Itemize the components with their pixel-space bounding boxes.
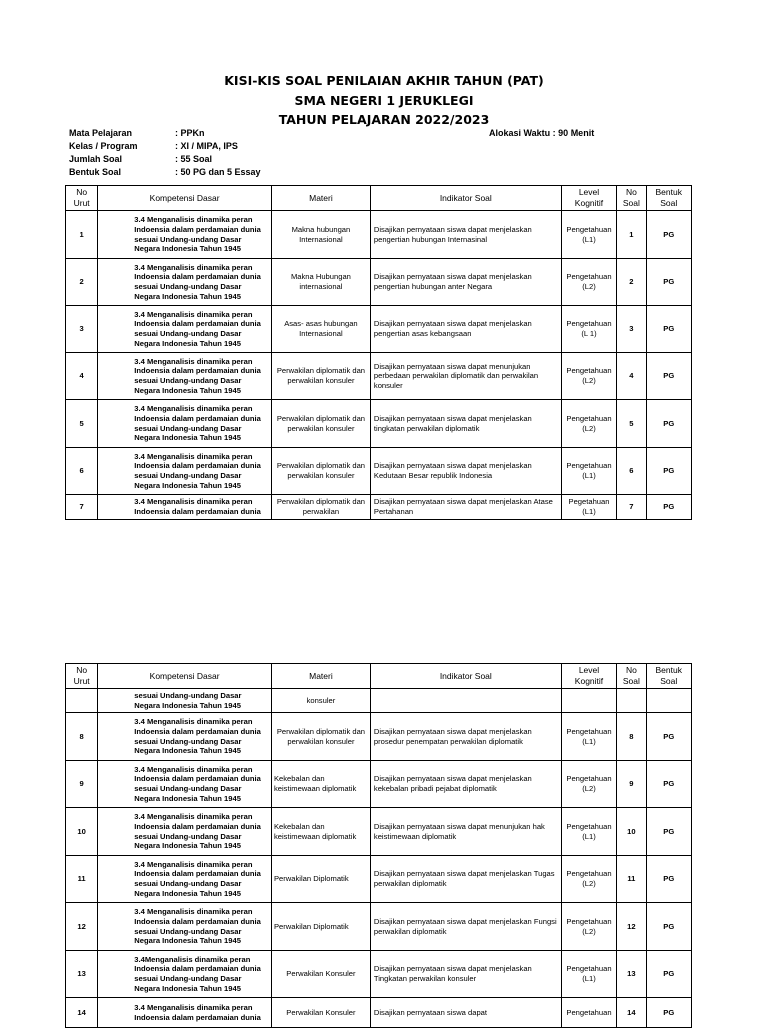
kisi-table-2 (65, 663, 692, 1028)
cell-materi: Perwakilan diplomatik dan perwakilan konsuler (271, 713, 370, 761)
cell-no-soal: 12 (617, 903, 646, 951)
cell-bentuk: PG (646, 951, 691, 998)
cell-indikator: Disajikan pernyataan siswa dapat menunjukan hak keistimewaan diplomatik (370, 808, 561, 856)
col-indikator-soal: Indikator Soal (370, 186, 561, 211)
cell-level: Pengetahuan (L1) (561, 713, 617, 761)
cell-materi: Makna hubungan Internasional (271, 211, 370, 259)
cell-bentuk: PG (646, 211, 691, 259)
col-no-soal: No Soal (617, 186, 646, 211)
cell-bentuk: PG (646, 306, 691, 353)
table-row (66, 951, 692, 998)
cell-no: 1 (66, 211, 98, 259)
cell-bentuk: PG (646, 713, 691, 761)
cell-indikator: Disajikan pernyataan siswa dapat menjelaskan Kedutaan Besar republik Indonesia (370, 448, 561, 495)
table-row (66, 495, 692, 520)
cell-materi: Perwakilan Konsuler (271, 951, 370, 998)
cell-materi: Perwakilan Diplomatik (271, 856, 370, 903)
table-row (66, 211, 692, 259)
table-row (66, 856, 692, 903)
table-row (66, 353, 692, 400)
document-header (0, 71, 768, 130)
cell-no-soal: 10 (617, 808, 646, 856)
cell-bentuk: PG (646, 903, 691, 951)
col-no-urut: No Urut (66, 664, 98, 689)
cell-indikator: Disajikan pernyataan siswa dapat menjelaskan pengertian hubungan Internasinal (370, 211, 561, 259)
kisi-table-1 (65, 185, 692, 520)
table-row (66, 998, 692, 1028)
col-materi: Materi (271, 186, 370, 211)
cell-no: 2 (66, 259, 98, 306)
cell-materi: Perwakilan diplomatik dan perwakilan konsuler (271, 448, 370, 495)
cell-no-soal (617, 689, 646, 713)
cell-level: Pengetahuan (L1) (561, 448, 617, 495)
cell-no-soal: 1 (617, 211, 646, 259)
kelas-value: : XI / MIPA, IPS (175, 141, 238, 151)
cell-materi: Kekebalan dan keistimewaan diplomatik (271, 761, 370, 808)
table-row (66, 903, 692, 951)
cell-kompetensi-dasar: 3.4 Menganalisis dinamika peran Indoensia dalam perdamaian dunia sesuai Undang-undang Dasar Negara Indonesia Tahun 1945 (98, 713, 272, 761)
bentuk-label: Bentuk Soal (69, 167, 122, 177)
cell-materi: Asas- asas hubungan Internasional (271, 306, 370, 353)
mapel-label: Mata Pelajaran (69, 128, 133, 138)
col-bentuk-soal: Bentuk Soal (646, 186, 691, 211)
cell-materi: Perwakilan diplomatik dan perwakilan konsuler (271, 353, 370, 400)
cell-no: 5 (66, 400, 98, 448)
cell-level: Pengetahuan (L1) (561, 211, 617, 259)
cell-no: 7 (66, 495, 98, 520)
cell-materi: konsuler (271, 689, 370, 713)
cell-kompetensi-dasar: 3.4 Menganalisis dinamika peran Indoensia dalam perdamaian dunia sesuai Undang-undang Dasar Negara Indonesia Tahun 1945 (98, 400, 272, 448)
cell-kompetensi-dasar: 3.4 Menganalisis dinamika peran Indoensia dalam perdamaian dunia sesuai Undang-undang Dasar Negara Indonesia Tahun 1945 (98, 448, 272, 495)
cell-no: 8 (66, 713, 98, 761)
jumlah-value: : 55 Soal (175, 154, 213, 164)
cell-materi: Kekebalan dan keistimewaan diplomatik (271, 808, 370, 856)
bentuk-value: : 50 PG dan 5 Essay (175, 167, 261, 177)
col-bentuk-soal: Bentuk Soal (646, 664, 691, 689)
table-1-body (66, 211, 692, 520)
cell-bentuk: PG (646, 448, 691, 495)
cell-no-soal: 7 (617, 495, 646, 520)
cell-level: Pengetahuan (L1) (561, 808, 617, 856)
col-no-soal: No Soal (617, 664, 646, 689)
cell-bentuk: PG (646, 761, 691, 808)
cell-kompetensi-dasar: 3.4 Menganalisis dinamika peran Indoensia dalam perdamaian dunia sesuai Undang-undang Dasar Negara Indonesia Tahun 1945 (98, 856, 272, 903)
cell-indikator: Disajikan pernyataan siswa dapat menunjukan perbedaan perwakilan diplomatik dan perwakilan konsuler (370, 353, 561, 400)
cell-indikator: Disajikan pernyataan siswa dapat menjelaskan Tugas perwakilan diplomatik (370, 856, 561, 903)
cell-kompetensi-dasar: sesuai Undang-undang Dasar Negara Indonesia Tahun 1945 (98, 689, 272, 713)
cell-indikator: Disajikan pernyataan siswa dapat (370, 998, 561, 1028)
col-indikator-soal: Indikator Soal (370, 664, 561, 689)
cell-bentuk: PG (646, 808, 691, 856)
cell-no: 4 (66, 353, 98, 400)
academic-year: TAHUN PELAJARAN 2022/2023 (278, 112, 490, 127)
table-row (66, 448, 692, 495)
cell-no-soal: 8 (617, 713, 646, 761)
col-materi: Materi (271, 664, 370, 689)
cell-level: Pegetahuan (L1) (561, 495, 617, 520)
cell-level: Pengetahuan (L2) (561, 353, 617, 400)
cell-kompetensi-dasar: 3.4 Menganalisis dinamika peran Indoensia dalam perdamaian dunia sesuai Undang-undang Dasar Negara Indonesia Tahun 1945 (98, 808, 272, 856)
cell-level: Pengetahuan (L2) (561, 856, 617, 903)
cell-level: Pengetahuan (561, 998, 617, 1028)
cell-no-soal: 2 (617, 259, 646, 306)
cell-indikator: Disajikan pernyataan siswa dapat menjelaskan Tingkatan perwakilan konsuler (370, 951, 561, 998)
cell-materi: Makna Hubungan internasional (271, 259, 370, 306)
alokasi-waktu: Alokasi Waktu : 90 Menit (489, 128, 595, 138)
cell-kompetensi-dasar: 3.4 Menganalisis dinamika peran Indoensia dalam perdamaian dunia sesuai Undang-undang Dasar Negara Indonesia Tahun 1945 (98, 903, 272, 951)
cell-indikator: Disajikan pernyataan siswa dapat menjelaskan tingkatan perwakilan diplomatik (370, 400, 561, 448)
cell-materi: Perwakilan diplomatik dan perwakilan (271, 495, 370, 520)
mapel-value: : PPKn (175, 128, 205, 138)
cell-kompetensi-dasar: 3.4 Menganalisis dinamika peran Indoensia dalam perdamaian dunia sesuai Undang-undang Dasar Negara Indonesia Tahun 1945 (98, 761, 272, 808)
jumlah-label: Jumlah Soal (69, 154, 123, 164)
table-2-body (66, 689, 692, 1028)
cell-no (66, 689, 98, 713)
cell-bentuk: PG (646, 495, 691, 520)
cell-bentuk: PG (646, 856, 691, 903)
cell-no-soal: 3 (617, 306, 646, 353)
cell-no: 6 (66, 448, 98, 495)
cell-materi: Perwakilan Konsuler (271, 998, 370, 1028)
col-level-kognitif: Level Kognitif (561, 664, 617, 689)
cell-materi: Perwakilan diplomatik dan perwakilan konsuler (271, 400, 370, 448)
cell-no: 14 (66, 998, 98, 1028)
cell-bentuk (646, 689, 691, 713)
col-kompetensi-dasar: Kompetensi Dasar (98, 664, 272, 689)
cell-no: 3 (66, 306, 98, 353)
cell-no-soal: 9 (617, 761, 646, 808)
table-row (66, 761, 692, 808)
cell-kompetensi-dasar: 3.4 Menganalisis dinamika peran Indoensia dalam perdamaian dunia sesuai Undang-undang Dasar Negara Indonesia Tahun 1945 (98, 353, 272, 400)
cell-no-soal: 13 (617, 951, 646, 998)
cell-no-soal: 4 (617, 353, 646, 400)
cell-indikator (370, 689, 561, 713)
cell-no: 9 (66, 761, 98, 808)
table-row (66, 259, 692, 306)
cell-no-soal: 6 (617, 448, 646, 495)
cell-kompetensi-dasar: 3.4 Menganalisis dinamika peran Indoensia dalam perdamaian dunia (98, 998, 272, 1028)
cell-kompetensi-dasar: 3.4Menganalisis dinamika peran Indoensia dalam perdamaian dunia sesuai Undang-undang Dasar Negara Indonesia Tahun 1945 (98, 951, 272, 998)
cell-kompetensi-dasar: 3.4 Menganalisis dinamika peran Indoensia dalam perdamaian dunia sesuai Undang-undang Dasar Negara Indonesia Tahun 1945 (98, 306, 272, 353)
cell-no-soal: 11 (617, 856, 646, 903)
cell-kompetensi-dasar: 3.4 Menganalisis dinamika peran Indoensia dalam perdamaian dunia (98, 495, 272, 520)
cell-bentuk: PG (646, 353, 691, 400)
cell-level: Pengetahuan (L2) (561, 400, 617, 448)
cell-indikator: Disajikan pernyataan siswa dapat menjelaskan Fungsi perwakilan diplomatik (370, 903, 561, 951)
cell-level: Pengetahuan (L1) (561, 951, 617, 998)
cell-no-soal: 5 (617, 400, 646, 448)
cell-indikator: Disajikan pernyataan siswa dapat menjelaskan pengertian asas kebangsaan (370, 306, 561, 353)
cell-level: Pengetahuan (L2) (561, 259, 617, 306)
cell-indikator: Disajikan pernyataan siswa dapat menjelaskan prosedur penempatan perwakilan diplomatik (370, 713, 561, 761)
kelas-label: Kelas / Program (69, 141, 138, 151)
cell-level: Pengetahuan (L2) (561, 903, 617, 951)
cell-no: 12 (66, 903, 98, 951)
table-row (66, 400, 692, 448)
cell-kompetensi-dasar: 3.4 Menganalisis dinamika peran Indoensia dalam perdamaian dunia sesuai Undang-undang Dasar Negara Indonesia Tahun 1945 (98, 259, 272, 306)
cell-bentuk: PG (646, 400, 691, 448)
table-row (66, 808, 692, 856)
doc-title: KISI-KIS SOAL PENILAIAN AKHIR TAHUN (PAT) (224, 73, 544, 88)
cell-level: Pengetahuan (L2) (561, 761, 617, 808)
cell-no: 10 (66, 808, 98, 856)
table-row-continuation (66, 689, 692, 713)
cell-indikator: Disajikan pernyataan siswa dapat menjelaskan kekebalan pribadi pejabat diplomatik (370, 761, 561, 808)
cell-bentuk: PG (646, 259, 691, 306)
col-kompetensi-dasar: Kompetensi Dasar (98, 186, 272, 211)
col-no-urut: No Urut (66, 186, 98, 211)
cell-bentuk: PG (646, 998, 691, 1028)
cell-no-soal: 14 (617, 998, 646, 1028)
cell-no: 11 (66, 856, 98, 903)
cell-level (561, 689, 617, 713)
cell-materi: Perwakilan Diplomatik (271, 903, 370, 951)
cell-kompetensi-dasar: 3.4 Menganalisis dinamika peran Indoensia dalam perdamaian dunia sesuai Undang-undang Dasar Negara Indonesia Tahun 1945 (98, 211, 272, 259)
table-row (66, 306, 692, 353)
exam-info (69, 127, 709, 179)
table-row (66, 713, 692, 761)
cell-indikator: Disajikan pernyataan siswa dapat menjelaskan pengertian hubungan anter Negara (370, 259, 561, 306)
cell-level: Pengetahuan (L 1) (561, 306, 617, 353)
col-level-kognitif: Level Kognitif (561, 186, 617, 211)
school-name: SMA NEGERI 1 JERUKLEGI (294, 92, 474, 108)
cell-indikator: Disajikan pernyataan siswa dapat menjelaskan Atase Pertahanan (370, 495, 561, 520)
cell-no: 13 (66, 951, 98, 998)
